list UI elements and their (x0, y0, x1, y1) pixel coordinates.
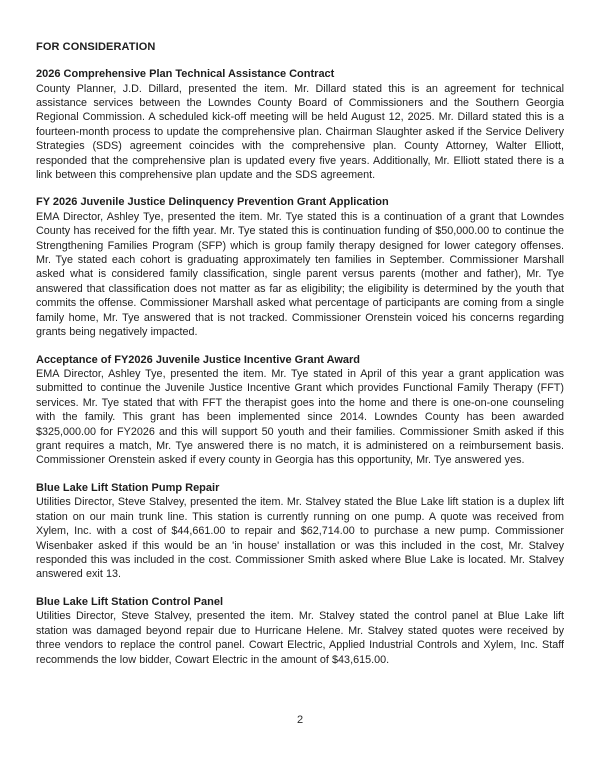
section-title: Blue Lake Lift Station Control Panel (36, 595, 224, 608)
for-consideration-heading: FOR CONSIDERATION (36, 41, 156, 53)
section-title: Blue Lake Lift Station Pump Repair (36, 481, 220, 494)
section-comprehensive-plan-contract (36, 67, 564, 182)
section-body: EMA Director, Ashley Tye, presented the item. Mr. Tye stated this is a continuation of a grant that Lowndes County has received for the fifth year. Mr. Tye stated this is continuation funding of $50,000.00 to continue the Strengthening Families Program (SFP) which is group family therapy designed for lower category offenses. Mr. Tye stated each cohort is graduating approximately ten families in September. Commissioner Marshall asked what is considered family classification, single parent versus parents (mother and father), Mr. Tye answered that classification does not matter as far as eligibility; the eligibility is determined by the youth that commits the offense. Commissioner Marshall asked what percentage of participants are coming from a single family home, Mr. Tye answered that is not tracked. Commissioner Orenstein voiced his concerns regarding grants being negatively impacted. (36, 210, 564, 339)
section-body: Utilities Director, Steve Stalvey, presented the item. Mr. Stalvey stated the Blue Lake lift station is a duplex lift station on our main trunk line. This station is currently running on one pump. A quote was received from Xylem, Inc. with a cost of $44,661.00 to repair and $62,714.00 to purchase a new pump. Commissioner Wisenbaker asked if this would be an 'in house' installation or was this included in the cost, Mr. Stalvey responded this was included in the cost. Commissioner Smith asked where Blue Lake is located. Mr. Stalvey answered exit 13. (36, 496, 564, 581)
section-title: FY 2026 Juvenile Justice Delinquency Prevention Grant Application (36, 196, 389, 209)
section-body: Utilities Director, Steve Stalvey, presented the item. Mr. Stalvey stated the control panel at Blue Lake lift station was damaged beyond repair due to Hurricane Helene. Mr. Stalvey stated quotes were received by three vendors to replace the control panel. Cowart Electric, Applied Industrial Controls and Xylem, Inc. Staff recommends the low bidder, Cowart Electric in the amount of $43,615.00. (36, 610, 564, 666)
section-delinquency-prevention-grant (36, 195, 564, 339)
section-lift-station-control-panel (36, 595, 564, 667)
section-title: Acceptance of FY2026 Juvenile Justice Incentive Grant Award (36, 353, 361, 366)
page-number: 2 (296, 714, 304, 726)
section-lift-station-pump-repair (36, 481, 564, 582)
section-body: County Planner, J.D. Dillard, presented the item. Mr. Dillard stated this is an agreement for technical assistance services between the Lowndes County Board of Commissioners and the Southern Georgia Regional Commission. A scheduled kick-off meeting will be held August 12, 2025. Mr. Dillard stated this is a fourteen-month process to update the comprehensive plan. Chairman Slaughter asked if the Service Delivery Strategies (SDS) agreement coincides with the comprehensive plan. County Attorney, Walter Elliott, responded that the comprehensive plan is updated every five years. Additionally, Mr. Elliott stated there is a link between this comprehensive plan update and the SDS agreement. (36, 82, 564, 181)
section-incentive-grant-award (36, 353, 564, 468)
section-body: EMA Director, Ashley Tye, presented the item. Mr. Tye stated in April of this year a grant application was submitted to continue the Juvenile Justice Incentive Grant which provides Functional Family Therapy (FFT) services. Mr. Tye stated that with FFT the therapist goes into the home and there is one-on-one counseling with the family. This grant has been implemented since 2014. Lowndes County has been awarded $325,000.00 for FY2026 and this will support 50 youth and their families. Commissioner Smith asked if this grant requires a match, Mr. Tye answered there is no match, it is administered on a reimbursement basis. Commissioner Orenstein asked if every county in Georgia has this opportunity, Mr. Tye answered yes. (36, 368, 564, 467)
section-title: 2026 Comprehensive Plan Technical Assistance Contract (36, 68, 335, 80)
